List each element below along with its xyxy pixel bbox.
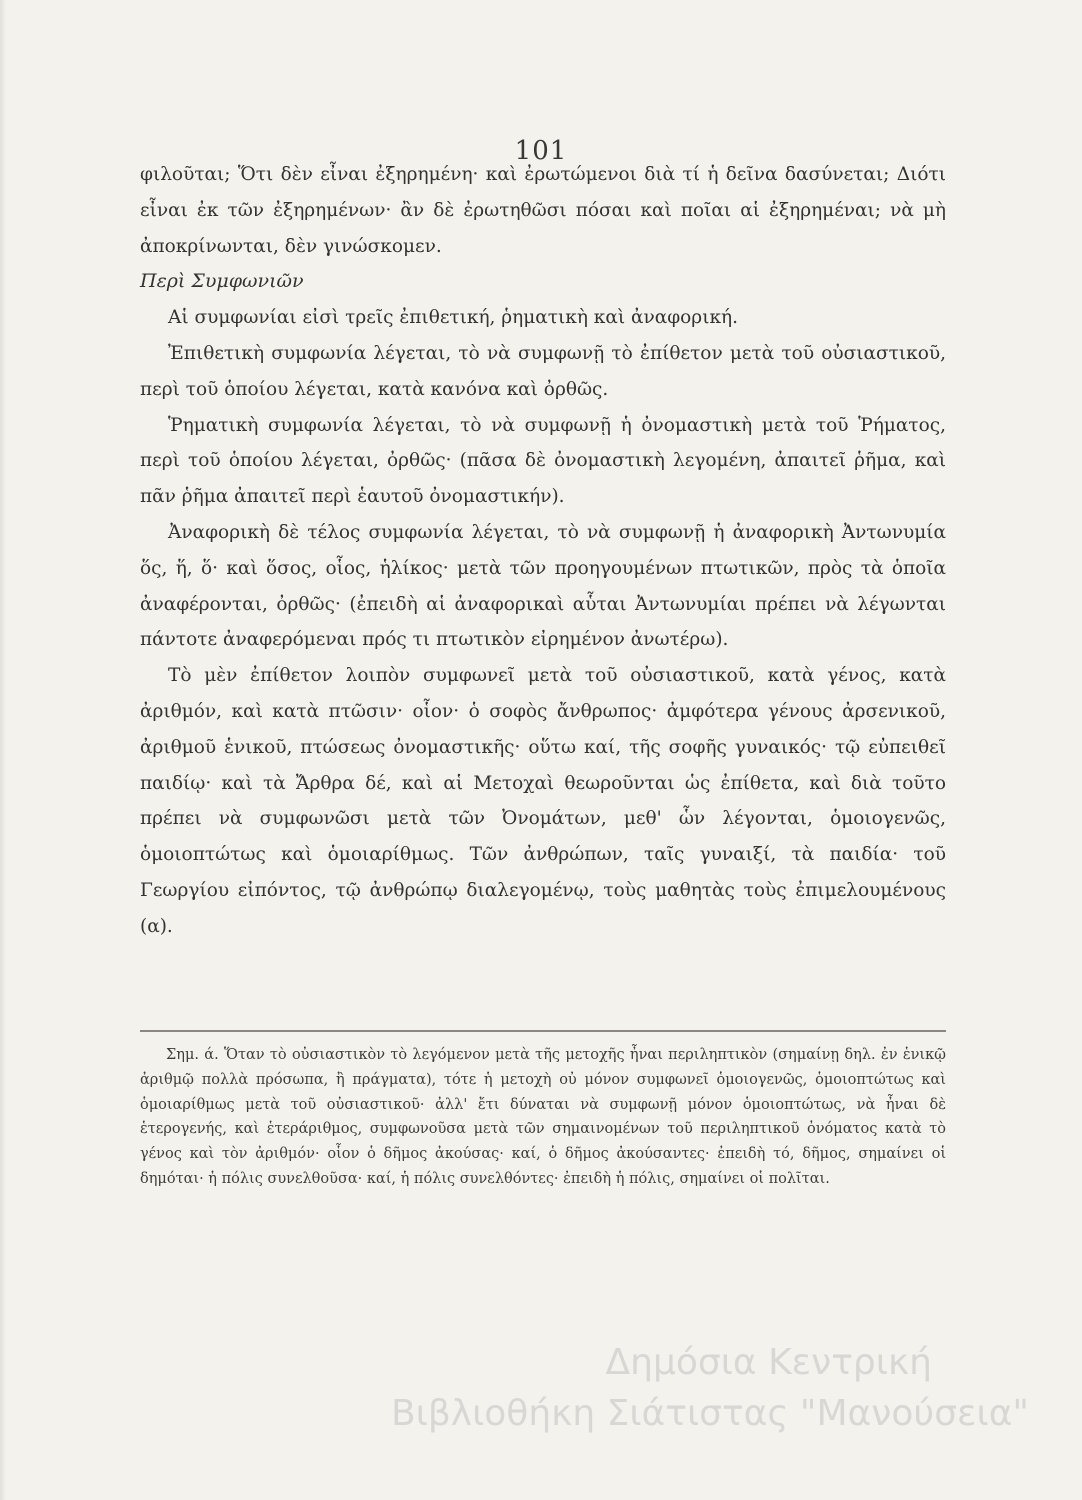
library-watermark-line2: Βιβλιοθήκη Σιάτιστας "Μανούσεια"	[390, 1393, 1029, 1434]
body-text	[140, 157, 946, 945]
footnote	[140, 1043, 946, 1192]
footnote-text: Σημ. ά. Ὅταν τὸ οὐσιαστικὸν τὸ λεγόμενον μετὰ τῆς μετοχῆς ἦναι περιληπτικὸν (σημαίνῃ δηλ. ἐν ἑνικῷ ἀριθμῷ πολλὰ πρόσωπα, ἢ πράγματα), τότε ἡ μετοχὴ οὐ μόνον συμφωνεῖ ὁμοιογενῶς, ὁμοιοπτώτως καὶ ὁμοιαρίθμως μετὰ τοῦ οὐσιαστικοῦ· ἀλλ' ἔτι δύναται νὰ συμφωνῇ μόνον ὁμοιοπτώτως, νὰ ἦναι δὲ ἑτερογενής, καὶ ἑτεράριθμος, συμφωνοῦσα μετὰ τῶν σημαινομένων τοῦ περιληπτικοῦ ὀνόματος κατὰ τὸ γένος καὶ τὸν ἀριθμόν· οἷον ὁ δῆμος ἀκούσας· καί, ὁ δῆμος ἀκούσαντες· ἐπειδὴ τό, δῆμος, σημαίνει οἱ δημόται· ἡ πόλις συνελθοῦσα· καί, ἡ πόλις συνελθόντες· ἐπειδὴ ἡ πόλις, σημαίνει οἱ πολῖται.	[140, 1047, 946, 1187]
page-number: 101	[514, 136, 568, 166]
library-watermark-line1: Δημόσια Κεντρική	[605, 1342, 932, 1383]
paragraph-verbal: Ῥηματικὴ συμφωνία λέγεται, τὸ νὰ συμφωνῇ ἡ ὀνομαστικὴ μετὰ τοῦ Ῥήματος, περὶ τοῦ ὁποίου λέγεται, ὀρθῶς· (πᾶσα δὲ ὀνομαστικὴ λεγομένη, ἀπαιτεῖ ῥῆμα, καὶ πᾶν ῥῆμα ἀπαιτεῖ περὶ ἑαυτοῦ ὀνομαστικήν).	[140, 414, 946, 508]
footnote-divider	[140, 1030, 946, 1032]
page-edge-shadow	[0, 0, 6, 1500]
paragraph-relative: Ἀναφορικὴ δὲ τέλος συμφωνία λέγεται, τὸ νὰ συμφωνῇ ἡ ἀναφορικὴ Ἀντωνυμία ὅς, ἥ, ὅ· καὶ ὅσος, οἷος, ἡλίκος· μετὰ τῶν προηγουμένων πτωτικῶν, πρὸς τὰ ὁποῖα ἀναφέρονται, ὀρθῶς· (ἐπειδὴ αἱ ἀναφορικαὶ αὗται Ἀντωνυμίαι πρέπει νὰ λέγωνται πάντοτε ἀναφερόμεναι πρός τι πτωτικὸν εἰρημένον ἀνωτέρω).	[140, 521, 946, 651]
paragraph-adjectival: Ἐπιθετικὴ συμφωνία λέγεται, τὸ νὰ συμφωνῇ τὸ ἐπίθετον μετὰ τοῦ οὐσιαστικοῦ, περὶ τοῦ ὁποίου λέγεται, κατὰ κανόνα καὶ ὀρθῶς.	[140, 342, 946, 400]
paragraph-agreements: Αἱ συμφωνίαι εἰσὶ τρεῖς ἐπιθετική, ῥηματικὴ καὶ ἀναφορική.	[168, 307, 738, 329]
paragraph-adjective-rules: Τὸ μὲν ἐπίθετον λοιπὸν συμφωνεῖ μετὰ τοῦ οὐσιαστικοῦ, κατὰ γένος, κατὰ ἀριθμόν, καὶ κατὰ πτῶσιν· οἷον· ὁ σοφὸς ἄνθρωπος· ἀμφότερα γένους ἀρσενικοῦ, ἀριθμοῦ ἑνικοῦ, πτώσεως ὀνομαστικῆς· οὕτω καί, τῆς σοφῆς γυναικός· τῷ εὐπειθεῖ παιδίῳ· καὶ τὰ Ἄρθρα δέ, καὶ αἱ Μετοχαὶ θεωροῦνται ὡς ἐπίθετα, καὶ διὰ τοῦτο πρέπει νὰ συμφωνῶσι μετὰ τῶν Ὀνομάτων, μεθ' ὧν λέγονται, ὁμοιογενῶς, ὁμοιοπτώτως καὶ ὁμοιαρίθμως. Τῶν ἀνθρώπων, ταῖς γυναιξί, τὰ παιδία· τοῦ Γεωργίου εἰπόντος, τῷ ἀνθρώπῳ διαλεγομένῳ, τοὺς μαθητὰς τοὺς ἐπιμελουμένους (α).	[140, 665, 946, 937]
section-heading: Περὶ Συμφωνιῶν	[140, 270, 304, 293]
intro-paragraph: φιλοῦται; Ὅτι δὲν εἶναι ἐξηρημένη· καὶ ἐρωτώμενοι διὰ τί ἡ δεῖνα δασύνεται; Διότι εἶναι ἐκ τῶν ἐξηρημένων· ἂν δὲ ἐρωτηθῶσι πόσαι καὶ ποῖαι αἱ ἐξηρημέναι; νὰ μὴ ἀποκρίνωνται, δὲν γινώσκομεν.	[140, 164, 946, 257]
